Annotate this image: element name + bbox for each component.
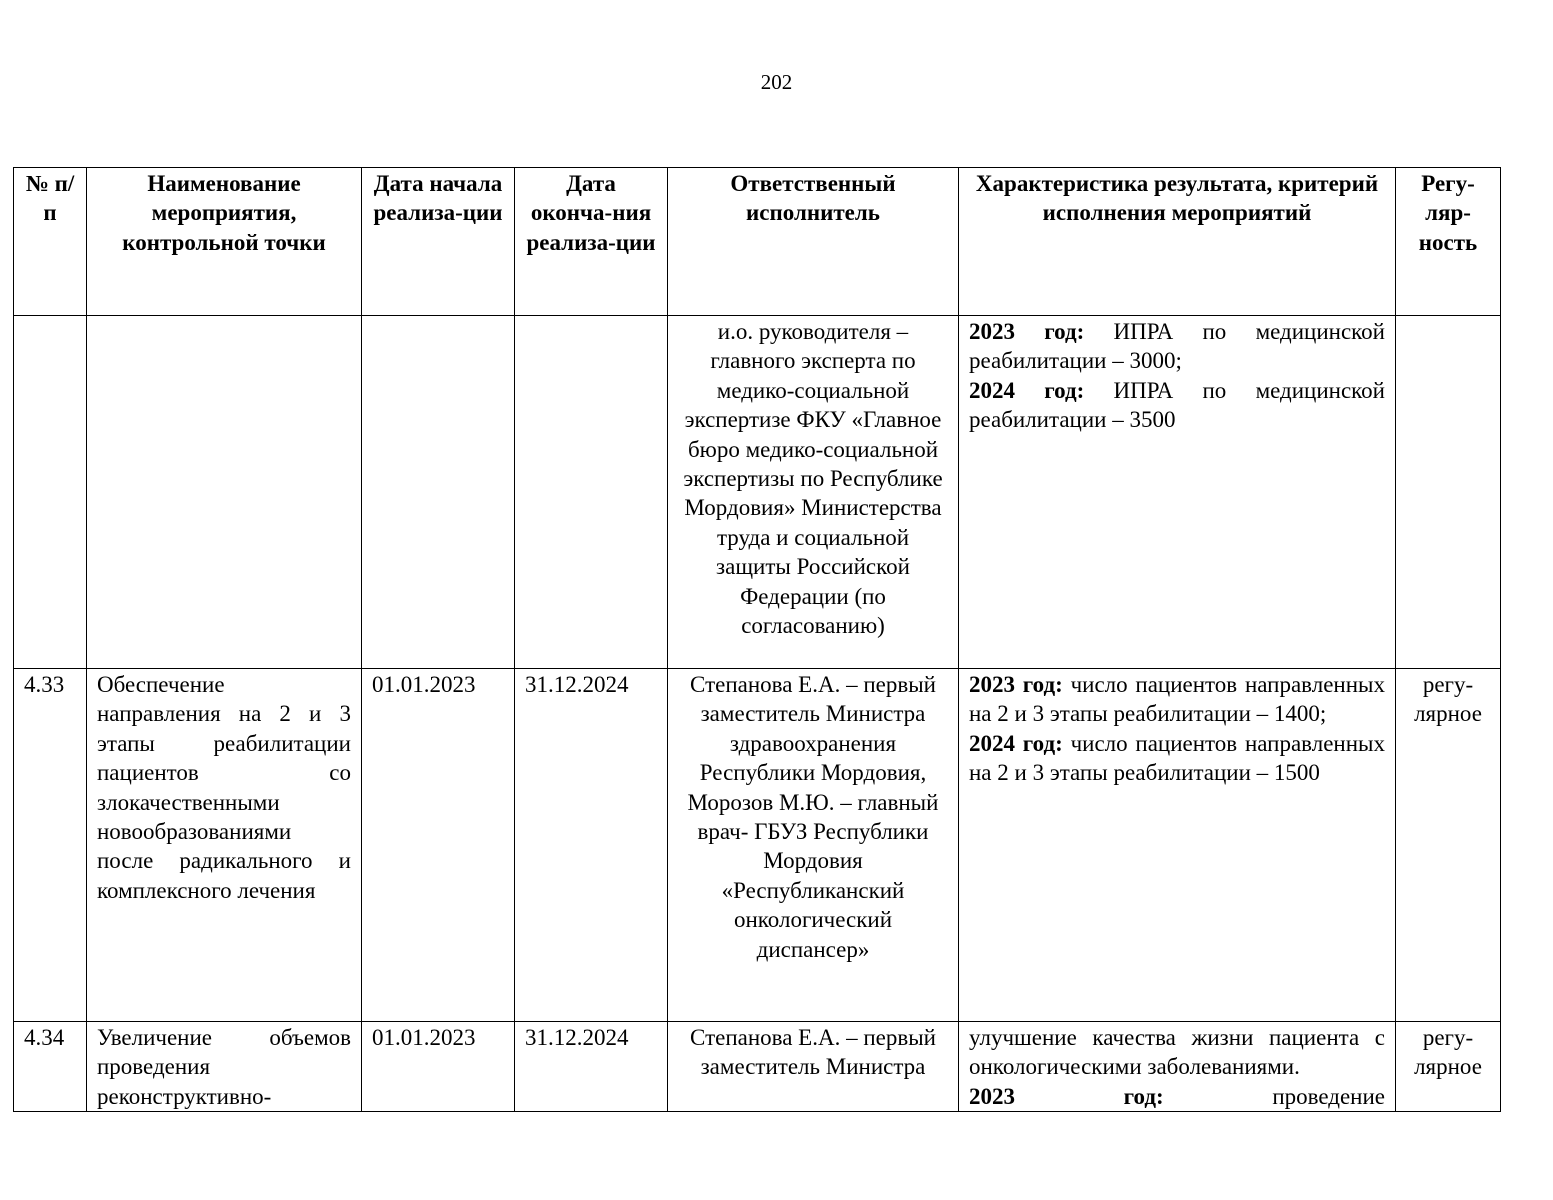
result-line-2023: 2023 год: проведение bbox=[969, 1083, 1385, 1109]
header-regularity: Регу-ляр-ность bbox=[1396, 168, 1501, 316]
result-characteristic bbox=[959, 669, 1396, 1022]
table-header-row bbox=[14, 168, 1501, 316]
row-number: 4.34 bbox=[14, 1022, 87, 1112]
table-row bbox=[14, 1022, 1501, 1112]
responsible-executor: Степанова Е.А. – первый заместитель Министра здравоохранения Республики Мордовия, Морозов М.Ю. – главный врач- ГБУЗ Республики Мордовия «Республиканский онкологический диспансер» bbox=[668, 669, 959, 1022]
start-date: 01.01.2023 bbox=[362, 669, 515, 1022]
result-line-2023: 2023 год: ИПРА по медицинской реабилитации – 3000; bbox=[969, 319, 1385, 374]
table-row bbox=[14, 316, 1501, 669]
header-responsible: Ответственный исполнитель bbox=[668, 168, 959, 316]
page-number: 202 bbox=[760, 70, 793, 94]
regularity: регу-лярное bbox=[1396, 1022, 1501, 1112]
regularity: регу-лярное bbox=[1396, 669, 1501, 1022]
responsible-executor: и.о. руководителя – главного эксперта по медико-социальной экспертизе ФКУ «Главное бюро медико-социальной экспертизы по Республике Мордовия» Министерства труда и социальной защиты Российской Федерации (по согласованию) bbox=[668, 316, 959, 669]
header-result: Характеристика результата, критерий исполнения мероприятий bbox=[959, 168, 1396, 316]
end-date bbox=[515, 316, 668, 669]
end-date: 31.12.2024 bbox=[515, 1022, 668, 1112]
event-name bbox=[87, 316, 362, 669]
responsible-executor: Степанова Е.А. – первый заместитель Министра bbox=[668, 1022, 959, 1112]
header-end-date: Дата оконча-ния реализа-ции bbox=[515, 168, 668, 316]
start-date bbox=[362, 316, 515, 669]
header-start-date: Дата начала реализа-ции bbox=[362, 168, 515, 316]
header-number: № п/п bbox=[14, 168, 87, 316]
row-number: 4.33 bbox=[14, 669, 87, 1022]
table-row bbox=[14, 669, 1501, 1022]
header-event-name: Наименование мероприятия, контрольной точки bbox=[87, 168, 362, 316]
row-number bbox=[14, 316, 87, 669]
result-line-2024: 2024 год: ИПРА по медицинской реабилитации – 3500 bbox=[969, 377, 1385, 433]
events-table bbox=[13, 167, 1501, 1112]
result-characteristic bbox=[959, 316, 1396, 669]
result-characteristic bbox=[959, 1022, 1396, 1112]
end-date: 31.12.2024 bbox=[515, 669, 668, 1022]
result-intro: улучшение качества жизни пациента с онкологическими заболеваниями. bbox=[969, 1025, 1385, 1080]
regularity bbox=[1396, 316, 1501, 669]
event-name: Обеспечение направления на 2 и 3 этапы реабилитации пациентов со злокачественными новообразованиями после радикального и комплексного лечения bbox=[87, 669, 362, 1022]
event-name: Увеличение объемов проведения реконструктивно- bbox=[87, 1022, 362, 1112]
result-line-2023: 2023 год: число пациентов направленных на 2 и 3 этапы реабилитации – 1400; bbox=[969, 672, 1385, 727]
start-date: 01.01.2023 bbox=[362, 1022, 515, 1112]
result-line-2024: 2024 год: число пациентов направленных на 2 и 3 этапы реабилитации – 1500 bbox=[969, 730, 1385, 786]
